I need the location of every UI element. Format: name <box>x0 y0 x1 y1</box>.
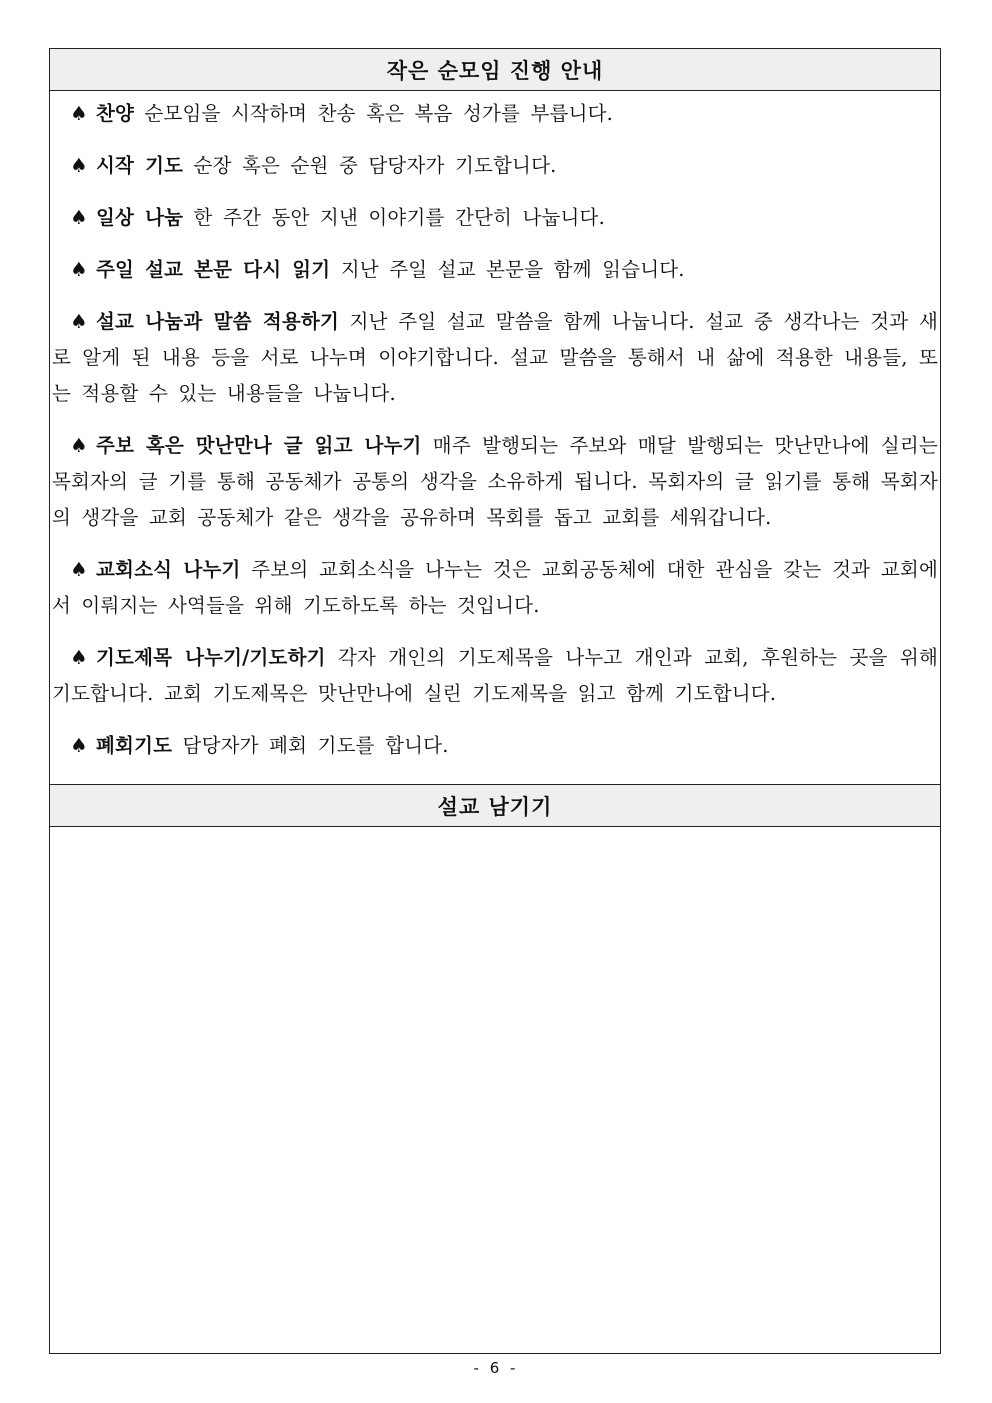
guide-item <box>52 728 938 764</box>
spade-bullet-icon: ♠ <box>70 258 88 281</box>
spade-bullet-icon: ♠ <box>70 734 88 757</box>
guide-title: 작은 순모임 진행 안내 <box>50 49 940 91</box>
item-lead: 교회소식 나누기 <box>96 558 241 581</box>
guide-item <box>52 428 938 536</box>
spade-bullet-icon: ♠ <box>70 102 88 125</box>
item-lead: 주보 혹은 맛난만나 글 읽고 나누기 <box>96 434 422 457</box>
spade-bullet-icon: ♠ <box>70 154 88 177</box>
spade-bullet-icon: ♠ <box>70 310 88 333</box>
spade-bullet-icon: ♠ <box>70 558 88 581</box>
notes-title: 설교 남기기 <box>50 785 940 827</box>
item-lead: 주일 설교 본문 다시 읽기 <box>96 258 331 281</box>
guide-item <box>52 252 938 288</box>
item-text: 각자 개인의 기도제목을 나누고 개인과 교회, 후원하는 곳을 위해 기도합니다. 교회 기도제목은 맛난만나에 실린 기도제목을 읽고 함께 기도합니다. <box>52 646 938 705</box>
item-text: 지난 주일 설교 말씀을 함께 나눕니다. 설교 중 생각나는 것과 새로 알게 된 내용 등을 서로 나누며 이야기합니다. 설교 말씀을 통해서 내 삶에 적용한 내용들, 또는 적용할 수 있는 내용들을 나눕니다. <box>52 310 938 405</box>
page-number: - 6 - <box>473 1359 519 1377</box>
guide-item <box>52 304 938 412</box>
spade-bullet-icon: ♠ <box>70 206 88 229</box>
spade-bullet-icon: ♠ <box>70 646 88 669</box>
item-lead: 설교 나눔과 말씀 적용하기 <box>96 310 339 333</box>
guide-item <box>52 640 938 712</box>
guide-item <box>52 96 938 132</box>
notes-area[interactable] <box>50 827 940 1352</box>
item-lead: 일상 나눔 <box>96 206 184 229</box>
item-text: 순장 혹은 순원 중 담당자가 기도합니다. <box>183 154 557 177</box>
spade-bullet-icon: ♠ <box>70 434 88 457</box>
item-lead: 찬양 <box>96 102 135 125</box>
item-lead: 폐회기도 <box>96 734 173 757</box>
item-text: 순모임을 시작하며 찬송 혹은 복음 성가를 부릅니다. <box>134 102 614 125</box>
guide-items <box>50 91 940 785</box>
item-text: 매주 발행되는 주보와 매달 발행되는 맛난만나에 실리는 목회자의 글 기를 통해 공동체가 공통의 생각을 소유하게 됩니다. 목회자의 글 읽기를 통해 목회자의 생각을 교회 공동체가 같은 생각을 공유하며 목회를 돕고 교회를 세워갑니다. <box>52 434 938 529</box>
guide-item <box>52 200 938 236</box>
item-lead: 시작 기도 <box>96 154 184 177</box>
guide-item <box>52 148 938 184</box>
item-lead: 기도제목 나누기/기도하기 <box>96 646 326 669</box>
item-text: 담당자가 폐회 기도를 합니다. <box>172 734 449 757</box>
document-frame <box>49 48 941 1354</box>
item-text: 한 주간 동안 지낸 이야기를 간단히 나눕니다. <box>183 206 605 229</box>
item-text: 지난 주일 설교 본문을 함께 읽습니다. <box>330 258 685 281</box>
item-text: 주보의 교회소식을 나누는 것은 교회공동체에 대한 관심을 갖는 것과 교회에서 이뤄지는 사역들을 위해 기도하도록 하는 것입니다. <box>52 558 938 617</box>
guide-item <box>52 552 938 624</box>
